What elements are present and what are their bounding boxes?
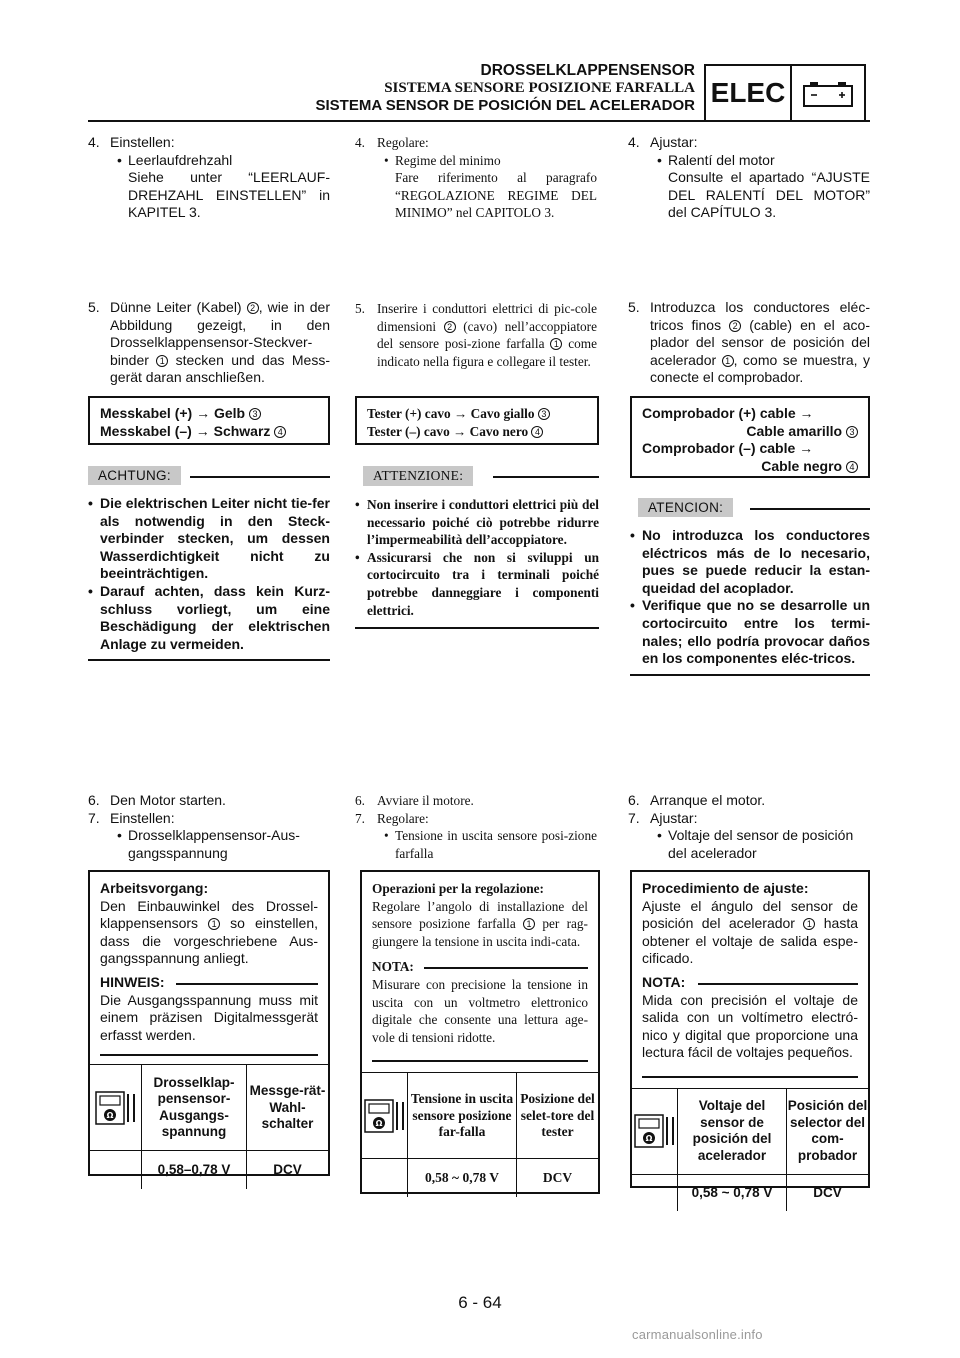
warning-item: Darauf achten, dass kein Kurz-schluss vorliegt, um eine Beschädigung der elektrischen Anlage zu vermeiden. — [100, 582, 330, 652]
warning-item: Non inserire i conduttori elettrici più del necessario poiché ciò potrebbe ridurre l’impermeabilità dell’accoppiatore. — [367, 497, 599, 548]
step-number: 6. — [355, 793, 365, 808]
header-title-it: SISTEMA SENSORE POSIZIONE FARFALLA — [384, 80, 695, 96]
de-step-5 — [88, 299, 330, 387]
multimeter-tool-icon — [633, 1113, 677, 1149]
warning-bottom-rule — [88, 659, 330, 661]
warning-item: Die elektrischen Leiter nicht tie-fer als notwendig in den Steck-verbinder stecken, um dessen Wasserdichtigkeit nicht zu beeinträchtigen. — [100, 495, 330, 582]
warning-body — [630, 527, 870, 668]
bullet-icon: • — [355, 549, 360, 565]
it-procedure-box — [360, 870, 600, 1194]
es-spec-box — [630, 396, 870, 478]
it-steps-6-7 — [355, 792, 597, 862]
table-cell: 0,58–0,78 V — [157, 1162, 231, 1178]
step-sub-text: Consulte el apartado “AJUSTE DEL RALENTÍ DEL MOTOR” del CAPÍTULO 3. — [668, 169, 870, 221]
step-number: 5. — [355, 301, 365, 316]
step-text: Avviare il motore. — [377, 793, 474, 808]
bullet-icon: • — [117, 151, 122, 168]
procedure-text: per rag-giungere la tensione in uscita indi-cata. — [372, 916, 588, 949]
step-text: Den Motor starten. — [110, 792, 226, 808]
es-step-5 — [628, 299, 870, 387]
bullet-icon: • — [384, 152, 389, 168]
table-cell: 0,58 ~ 0,78 V — [691, 1184, 773, 1200]
warning-item: No introduzca los conductores eléctricos más de lo necesario, pues se puede reducir la estan-queidad del acoplador. — [642, 527, 870, 596]
de-steps-6-7 — [88, 792, 330, 862]
table-cell: DCV — [246, 1151, 328, 1189]
bullet-icon: • — [630, 597, 635, 614]
spec-line: Messkabel (–) → Schwarz — [100, 422, 275, 439]
bullet-icon: • — [657, 827, 662, 844]
note-bottom-rule — [642, 1076, 858, 1078]
svg-text:Ω: Ω — [375, 1118, 382, 1128]
callout-4: 4 — [274, 426, 286, 438]
warning-bottom-rule — [355, 627, 599, 629]
spec-line: Tester (+) cavo → Cavo giallo — [367, 406, 538, 421]
warning-body — [355, 496, 599, 619]
de-procedure-box — [88, 870, 330, 1176]
spec-line: Cable amarillo — [746, 422, 846, 439]
watermark: carmanualsonline.info — [632, 1327, 763, 1342]
callout-4: 4 — [531, 426, 543, 438]
note-label: NOTA: — [372, 959, 418, 974]
table-header: Messge-rät-Wahl-schalter — [246, 1065, 328, 1151]
it-step-4 — [355, 134, 597, 222]
es-procedure-box — [630, 870, 870, 1200]
note-rule — [698, 983, 858, 985]
bullet-text: Regime del minimo — [395, 152, 501, 168]
step-number: 4. — [355, 135, 365, 150]
table-header: Posizione del selet-tore del tester — [516, 1073, 598, 1159]
spec-line: Cable negro — [761, 457, 846, 474]
callout-1: 1 — [803, 918, 815, 930]
spec-line: Messkabel (+) → Gelb — [100, 405, 249, 421]
note-text: Die Ausgangsspannung muss mit einem präzisen Digitalmessgerät erfasst werden. — [100, 991, 318, 1043]
de-step-4 — [88, 134, 330, 222]
it-spec-table — [362, 1072, 598, 1197]
it-warning — [355, 466, 599, 629]
bullet-icon: • — [117, 827, 122, 844]
step-text: Regolare: — [377, 135, 429, 150]
warning-item: Verifique que no se desarrolle un cortocircuito entre los termi-nales; ello podría provocar daños en los componentes eléc-tricos. — [642, 597, 870, 667]
step-number: 7. — [355, 810, 365, 826]
callout-3: 3 — [538, 408, 550, 420]
procedure-text: so einstellen, dass die vorgeschriebene Aus-gangsspannung anliegt. — [100, 915, 319, 967]
table-header: Tensione in uscita sensore posizione far-falla — [408, 1073, 516, 1159]
step-text: Ajustar: — [650, 809, 698, 826]
procedure-text: Regolare l’angolo di installazione del sensore posizione farfalla — [372, 898, 588, 932]
step-sub-text: Fare riferimento al paragrafo “REGOLAZIONE REGIME DEL MINIMO” nel CAPITOLO 3. — [395, 170, 597, 221]
note-rule — [424, 967, 588, 969]
note-rule — [176, 983, 318, 985]
tool-cell — [90, 1065, 142, 1151]
callout-4: 4 — [846, 461, 858, 473]
bullet-icon: • — [384, 828, 389, 844]
table-header: Drosselklap-pensensor-Ausgangs-spannung — [142, 1065, 246, 1151]
warning-body — [88, 495, 330, 653]
step-number: 4. — [88, 134, 100, 150]
callout-2: 2 — [729, 320, 741, 332]
step-text: come indicato nella figura e collegare il tester. — [377, 336, 598, 369]
table-cell: DCV — [786, 1175, 868, 1211]
warning-rule — [750, 508, 870, 510]
warning-bottom-rule — [630, 674, 870, 676]
step-text: Ajustar: — [650, 134, 698, 150]
step-text: (cavo) nell’accoppiatore del sensore posi-zione farfalla — [377, 318, 597, 352]
note-text: Mida con precisión el voltaje de salida con un voltímetro electró-nico y digital que proporcione una lectura fácil de voltajes pequeños. — [642, 991, 858, 1061]
table-cell: DCV — [516, 1159, 598, 1197]
callout-1: 1 — [523, 918, 535, 930]
step-number: 7. — [88, 809, 100, 826]
bullet-icon: • — [657, 151, 662, 168]
callout-1: 1 — [208, 918, 220, 930]
note-bottom-rule — [100, 1054, 318, 1056]
es-step-4 — [628, 134, 870, 222]
de-spec-table — [90, 1064, 328, 1189]
callout-1: 1 — [722, 355, 734, 367]
section-badge — [704, 64, 866, 122]
warning-label: ATTENZIONE: — [363, 466, 473, 486]
es-spec-table — [632, 1088, 868, 1211]
procedure-text: hasta obtener el voltaje de salida espe-cificado. — [642, 915, 858, 967]
spec-line: Comprobador (–) cable → — [642, 440, 814, 457]
svg-text:Ω: Ω — [645, 1134, 652, 1144]
procedure-text: Den Einbauwinkel des Drossel-klappensensors — [100, 897, 318, 932]
note-label: HINWEIS: — [100, 974, 169, 990]
table-cell — [90, 1151, 142, 1189]
header-title-de: DROSSELKLAPPENSENSOR — [480, 62, 695, 79]
callout-3: 3 — [249, 408, 261, 420]
callout-1: 1 — [550, 338, 562, 350]
tool-cell — [362, 1073, 408, 1159]
es-warning — [630, 498, 870, 676]
step-text: Arranque el motor. — [650, 792, 766, 808]
multimeter-tool-icon — [363, 1098, 407, 1134]
step-text: Dünne Leiter (Kabel) — [110, 299, 247, 315]
bullet-icon: • — [88, 495, 93, 511]
callout-3: 3 — [846, 426, 858, 438]
step-text: Introduzca los conductores eléc-tricos finos — [650, 299, 870, 333]
es-steps-6-7 — [628, 792, 870, 862]
bullet-text: Voltaje del sensor de posición del acelerador — [668, 827, 854, 861]
table-header: Posición del selector del com-probador — [786, 1089, 868, 1175]
step-number: 4. — [628, 134, 640, 150]
battery-icon — [802, 80, 854, 108]
step-text: , wie in der Abbildung gezeigt, in den Drosselklappensensor-Steckver-binder — [110, 299, 330, 368]
warning-label: ACHTUNG: — [88, 466, 181, 485]
spec-line: Tester (–) cavo → Cavo nero — [367, 423, 532, 439]
svg-text:Ω: Ω — [106, 1110, 113, 1120]
table-cell — [632, 1175, 678, 1211]
bullet-text: Leerlaufdrehzahl — [128, 151, 233, 168]
de-spec-box — [88, 396, 330, 445]
bullet-icon: • — [630, 527, 635, 543]
note-text: Misurare con precisione la tensione in uscita con un voltmetro elettronico digitale che consente una lettura age-vole di tensioni ridotte. — [372, 976, 588, 1045]
procedure-title: Procedimiento de ajuste: — [642, 880, 809, 896]
callout-2: 2 — [444, 321, 456, 333]
header-title-es: SISTEMA SENSOR DE POSICIÓN DEL ACELERADOR — [315, 97, 695, 114]
table-cell: 0,58 ~ 0,78 V — [425, 1170, 499, 1186]
step-text: Einstellen: — [110, 809, 175, 826]
multimeter-tool-icon — [94, 1090, 138, 1126]
step-text: Regolare: — [377, 810, 429, 826]
step-number: 6. — [88, 792, 100, 808]
bullet-text: Tensione in uscita sensore posi-zione farfalla — [395, 828, 597, 861]
step-number: 7. — [628, 809, 640, 826]
warning-item: Assicurarsi che non si sviluppi un cortocircuito tra i terminali poiché potrebbe danneggiare i componenti elettrici. — [367, 549, 599, 618]
note-bottom-rule — [372, 1060, 588, 1062]
bullet-text: Drosselklappensensor-Aus-gangsspannung — [128, 827, 300, 861]
callout-2: 2 — [247, 302, 259, 314]
table-header: Voltaje del sensor de posición del acelerador — [678, 1089, 786, 1175]
step-number: 5. — [88, 299, 100, 315]
step-text: stecken und das Mess-gerät daran anschließen. — [110, 351, 330, 386]
step-text: , como se muestra, y conecte el comprobador. — [650, 351, 870, 386]
bullet-icon: • — [355, 497, 360, 512]
procedure-text: Ajuste el ángulo del sensor de posición del acelerador — [642, 897, 858, 932]
procedure-title: Arbeitsvorgang: — [100, 880, 209, 896]
table-cell — [362, 1159, 408, 1197]
it-spec-box — [355, 396, 599, 445]
bullet-icon: • — [88, 582, 93, 599]
callout-1: 1 — [156, 355, 168, 367]
tool-cell — [632, 1089, 678, 1175]
step-text: Einstellen: — [110, 134, 175, 150]
warning-label: ATENCION: — [638, 498, 733, 517]
de-warning — [88, 466, 330, 661]
bullet-text: Ralentí del motor — [668, 151, 775, 168]
warning-rule — [190, 476, 330, 478]
note-label: NOTA: — [642, 974, 689, 990]
step-text: (cable) en el aco-plador del sensor de posición del acelerador — [650, 316, 870, 368]
section-code: ELEC — [706, 66, 792, 120]
spec-line: Comprobador (+) cable → — [642, 405, 814, 421]
page-number: 6 - 64 — [458, 1293, 502, 1312]
it-step-5 — [355, 300, 597, 370]
step-text: Inserire i conduttori elettrici di pic-cole dimensioni — [377, 301, 597, 334]
step-sub-text: Siehe unter “LEERLAUF-DREHZAHL EINSTELLEN” in KAPITEL 3. — [128, 169, 330, 221]
procedure-title: Operazioni per la regolazione: — [372, 881, 544, 896]
step-number: 6. — [628, 792, 640, 808]
warning-rule — [493, 476, 599, 478]
step-number: 5. — [628, 299, 640, 315]
